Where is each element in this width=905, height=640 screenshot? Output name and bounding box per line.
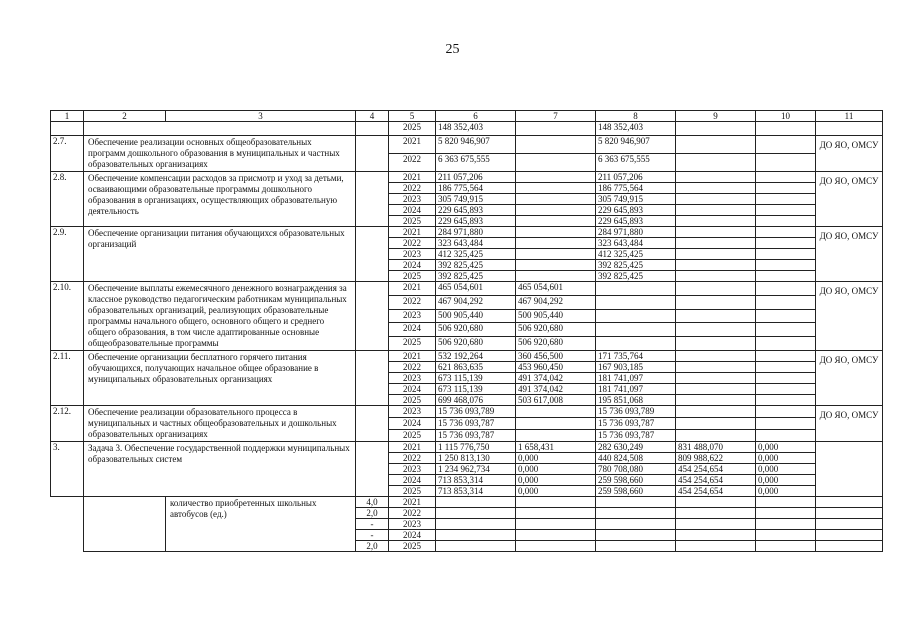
total-cell: 392 825,425 — [436, 260, 516, 271]
total-cell: 467 904,292 — [436, 295, 516, 309]
regional-cell: 305 749,915 — [596, 194, 676, 205]
federal-cell — [516, 136, 596, 154]
federal-cell — [516, 194, 596, 205]
other-cell — [756, 430, 816, 442]
indicator-col2 — [84, 497, 166, 552]
year-cell: 2025 — [389, 271, 436, 282]
year-cell: 2022 — [389, 508, 436, 519]
total-cell: 323 643,484 — [436, 238, 516, 249]
federal-cell — [516, 418, 596, 430]
regional-cell: 167 903,185 — [596, 362, 676, 373]
executor-cell — [816, 541, 883, 552]
regional-cell — [596, 337, 676, 351]
year-cell: 2024 — [389, 260, 436, 271]
total-cell: 713 853,314 — [436, 486, 516, 497]
other-cell — [756, 282, 816, 296]
local-cell — [676, 122, 756, 136]
section-name: Обеспечение выплаты ежемесячного денежного вознаграждения за классное руководство педагогическим работникам муниципальных образовательных организаций, реализующих образовательные программы начального общего, основного общего и среднего общего образования, в том числе адаптированные основные общеобразовательные программы — [84, 282, 356, 351]
total-cell: 699 468,076 — [436, 395, 516, 406]
section-name: Задача 3. Обеспечение государственной поддержки муниципальных образовательных систем — [84, 442, 356, 497]
local-cell — [676, 384, 756, 395]
federal-cell: 360 456,500 — [516, 351, 596, 362]
local-cell — [676, 351, 756, 362]
col4-cell — [356, 282, 389, 351]
year-cell: 2023 — [389, 519, 436, 530]
total-cell: 621 863,635 — [436, 362, 516, 373]
federal-cell — [516, 519, 596, 530]
other-cell — [756, 172, 816, 183]
table-row — [51, 227, 883, 238]
total-cell: 1 115 776,750 — [436, 442, 516, 453]
executor-cell: ДО ЯО, ОМСУ — [816, 136, 883, 172]
total-cell: 532 192,264 — [436, 351, 516, 362]
other-cell — [756, 122, 816, 136]
local-cell — [676, 271, 756, 282]
header-cell-1: 1 — [51, 111, 84, 122]
regional-cell: 195 851,068 — [596, 395, 676, 406]
federal-cell — [516, 183, 596, 194]
other-cell — [756, 205, 816, 216]
federal-cell — [516, 406, 596, 418]
regional-cell: 5 820 946,907 — [596, 136, 676, 154]
year-cell: 2025 — [389, 430, 436, 442]
regional-cell: 211 057,206 — [596, 172, 676, 183]
other-cell — [756, 238, 816, 249]
federal-cell: 503 617,008 — [516, 395, 596, 406]
regional-cell: 392 825,425 — [596, 271, 676, 282]
local-cell — [676, 418, 756, 430]
total-cell: 412 325,425 — [436, 249, 516, 260]
table-row — [51, 282, 883, 296]
total-cell: 1 234 962,734 — [436, 464, 516, 475]
federal-cell — [516, 541, 596, 552]
year-cell: 2025 — [389, 486, 436, 497]
header-cell-7: 7 — [516, 111, 596, 122]
other-cell — [756, 295, 816, 309]
other-cell: 0,000 — [756, 442, 816, 453]
year-cell: 2025 — [389, 337, 436, 351]
other-cell — [756, 351, 816, 362]
regional-cell: 186 775,564 — [596, 183, 676, 194]
executor-cell — [816, 530, 883, 541]
federal-cell — [516, 508, 596, 519]
other-cell — [756, 154, 816, 172]
year-cell: 2022 — [389, 183, 436, 194]
other-cell — [756, 497, 816, 508]
regional-cell — [596, 295, 676, 309]
year-cell: 2021 — [389, 136, 436, 154]
total-cell: 305 749,915 — [436, 194, 516, 205]
other-cell — [756, 323, 816, 337]
regional-cell: 181 741,097 — [596, 373, 676, 384]
total-cell: 284 971,880 — [436, 227, 516, 238]
other-cell: 0,000 — [756, 464, 816, 475]
other-cell — [756, 384, 816, 395]
total-cell: 186 775,564 — [436, 183, 516, 194]
regional-cell: 259 598,660 — [596, 486, 676, 497]
local-cell — [676, 323, 756, 337]
total-cell: 15 736 093,787 — [436, 430, 516, 442]
table-row — [51, 442, 883, 453]
year-cell: 2021 — [389, 442, 436, 453]
year-cell: 2021 — [389, 497, 436, 508]
local-cell — [676, 154, 756, 172]
header-cell-3: 3 — [166, 111, 356, 122]
year-cell: 2024 — [389, 530, 436, 541]
name-cell — [84, 122, 356, 136]
regional-cell: 323 643,484 — [596, 238, 676, 249]
regional-cell — [596, 519, 676, 530]
local-cell — [676, 497, 756, 508]
federal-cell: 506 920,680 — [516, 337, 596, 351]
regional-cell: 259 598,660 — [596, 475, 676, 486]
other-cell — [756, 260, 816, 271]
section-code: 2.12. — [51, 406, 84, 442]
total-cell: 6 363 675,555 — [436, 154, 516, 172]
header-cell-5: 5 — [389, 111, 436, 122]
other-cell — [756, 418, 816, 430]
federal-cell — [516, 154, 596, 172]
col4-cell — [356, 351, 389, 406]
regional-cell: 15 736 093,787 — [596, 418, 676, 430]
local-cell — [676, 282, 756, 296]
regional-cell: 284 971,880 — [596, 227, 676, 238]
year-cell: 2022 — [389, 362, 436, 373]
local-cell: 831 488,070 — [676, 442, 756, 453]
regional-cell: 440 824,508 — [596, 453, 676, 464]
federal-cell — [516, 122, 596, 136]
table-row — [51, 136, 883, 154]
other-cell: 0,000 — [756, 453, 816, 464]
federal-cell — [516, 260, 596, 271]
federal-cell: 453 960,450 — [516, 362, 596, 373]
regional-cell: 171 735,764 — [596, 351, 676, 362]
local-cell — [676, 406, 756, 418]
other-cell — [756, 541, 816, 552]
executor-cell — [816, 442, 883, 497]
total-cell — [436, 541, 516, 552]
other-cell: 0,000 — [756, 486, 816, 497]
other-cell — [756, 406, 816, 418]
section-code: 2.7. — [51, 136, 84, 172]
local-cell — [676, 238, 756, 249]
local-cell: 454 254,654 — [676, 464, 756, 475]
federal-cell — [516, 172, 596, 183]
federal-cell: 500 905,440 — [516, 309, 596, 323]
federal-cell — [516, 227, 596, 238]
total-cell — [436, 530, 516, 541]
regional-cell — [596, 541, 676, 552]
other-cell — [756, 249, 816, 260]
indicator-value: 4,0 — [356, 497, 389, 508]
year-cell: 2022 — [389, 295, 436, 309]
local-cell — [676, 362, 756, 373]
local-cell — [676, 395, 756, 406]
other-cell — [756, 337, 816, 351]
local-cell — [676, 172, 756, 183]
header-cell-10: 10 — [756, 111, 816, 122]
federal-cell — [516, 238, 596, 249]
federal-cell: 0,000 — [516, 464, 596, 475]
total-cell: 500 905,440 — [436, 309, 516, 323]
federal-cell — [516, 530, 596, 541]
table-row — [51, 122, 883, 136]
section-code: 2.8. — [51, 172, 84, 227]
year-cell: 2023 — [389, 249, 436, 260]
local-cell — [676, 508, 756, 519]
total-cell: 15 736 093,789 — [436, 406, 516, 418]
local-cell — [676, 530, 756, 541]
executor-cell: ДО ЯО, ОМСУ — [816, 351, 883, 406]
col4-cell — [356, 227, 389, 282]
regional-cell — [596, 497, 676, 508]
section-code: 2.9. — [51, 227, 84, 282]
federal-cell — [516, 430, 596, 442]
other-cell — [756, 194, 816, 205]
federal-cell — [516, 216, 596, 227]
year-cell: 2023 — [389, 406, 436, 418]
section-name: Обеспечение реализации образовательного процесса в муниципальных и частных общеобразовательных и дошкольных образовательных организациях — [84, 406, 356, 442]
total-cell: 673 115,139 — [436, 384, 516, 395]
federal-cell: 506 920,680 — [516, 323, 596, 337]
local-cell — [676, 227, 756, 238]
header-cell-11: 11 — [816, 111, 883, 122]
year-cell: 2021 — [389, 172, 436, 183]
section-code: 2.10. — [51, 282, 84, 351]
year-cell: 2023 — [389, 309, 436, 323]
indicator-name: количество приобретенных школьных автобусов (ед.) — [166, 497, 356, 552]
regional-cell — [596, 282, 676, 296]
federal-cell: 491 374,042 — [516, 373, 596, 384]
year-cell: 2023 — [389, 464, 436, 475]
total-cell: 673 115,139 — [436, 373, 516, 384]
year-cell: 2025 — [389, 541, 436, 552]
total-cell: 506 920,680 — [436, 323, 516, 337]
year-cell: 2025 — [389, 216, 436, 227]
year-cell: 2024 — [389, 384, 436, 395]
total-cell — [436, 519, 516, 530]
page-number: 25 — [445, 42, 460, 57]
other-cell — [756, 216, 816, 227]
year-cell: 2023 — [389, 373, 436, 384]
regional-cell — [596, 309, 676, 323]
federal-cell: 0,000 — [516, 475, 596, 486]
regional-cell: 229 645,893 — [596, 205, 676, 216]
year-cell: 2022 — [389, 154, 436, 172]
local-cell — [676, 136, 756, 154]
other-cell — [756, 227, 816, 238]
year-cell: 2024 — [389, 323, 436, 337]
total-cell: 148 352,403 — [436, 122, 516, 136]
local-cell — [676, 295, 756, 309]
federal-cell — [516, 271, 596, 282]
table-row — [51, 406, 883, 418]
regional-cell: 181 741,097 — [596, 384, 676, 395]
other-cell — [756, 508, 816, 519]
other-cell — [756, 373, 816, 384]
other-cell — [756, 362, 816, 373]
table-row — [51, 351, 883, 362]
col4-cell — [356, 136, 389, 172]
indicator-row — [51, 497, 883, 508]
federal-cell: 465 054,601 — [516, 282, 596, 296]
section-name: Обеспечение реализации основных общеобразовательных программ дошкольного образования в муниципальных и частных образовательных организациях — [84, 136, 356, 172]
year-cell: 2021 — [389, 282, 436, 296]
local-cell: 454 254,654 — [676, 475, 756, 486]
federal-cell: 467 904,292 — [516, 295, 596, 309]
other-cell — [756, 530, 816, 541]
executor-cell: ДО ЯО, ОМСУ — [816, 227, 883, 282]
col4-cell — [356, 442, 389, 497]
total-cell: 713 853,314 — [436, 475, 516, 486]
col4-cell — [356, 406, 389, 442]
local-cell — [676, 430, 756, 442]
year-cell: 2024 — [389, 475, 436, 486]
year-cell: 2021 — [389, 227, 436, 238]
local-cell — [676, 260, 756, 271]
federal-cell — [516, 497, 596, 508]
total-cell: 465 054,601 — [436, 282, 516, 296]
regional-cell: 148 352,403 — [596, 122, 676, 136]
table-row — [51, 172, 883, 183]
regional-cell: 15 736 093,787 — [596, 430, 676, 442]
header-cell-2: 2 — [84, 111, 166, 122]
indicator-value: 2,0 — [356, 508, 389, 519]
other-cell: 0,000 — [756, 475, 816, 486]
local-cell — [676, 373, 756, 384]
regional-cell: 412 325,425 — [596, 249, 676, 260]
local-cell: 454 254,654 — [676, 486, 756, 497]
code-cell — [51, 122, 84, 136]
other-cell — [756, 136, 816, 154]
local-cell: 809 988,622 — [676, 453, 756, 464]
total-cell: 229 645,893 — [436, 216, 516, 227]
col4-cell — [356, 172, 389, 227]
indicator-value: 2,0 — [356, 541, 389, 552]
budget-table — [50, 110, 883, 552]
total-cell: 229 645,893 — [436, 205, 516, 216]
regional-cell — [596, 323, 676, 337]
local-cell — [676, 309, 756, 323]
other-cell — [756, 183, 816, 194]
executor-cell: ДО ЯО, ОМСУ — [816, 172, 883, 227]
total-cell — [436, 497, 516, 508]
executor-cell: ДО ЯО, ОМСУ — [816, 282, 883, 351]
local-cell — [676, 541, 756, 552]
year-cell: 2025 — [389, 395, 436, 406]
indicator-value: - — [356, 530, 389, 541]
local-cell — [676, 216, 756, 227]
section-code: 3. — [51, 442, 84, 497]
regional-cell — [596, 530, 676, 541]
other-cell — [756, 271, 816, 282]
federal-cell: 491 374,042 — [516, 384, 596, 395]
section-name: Обеспечение организации бесплатного горячего питания обучающихся, получающих начальное общее образование в муниципальных образовательных организациях — [84, 351, 356, 406]
local-cell — [676, 337, 756, 351]
executor-cell: ДО ЯО, ОМСУ — [816, 406, 883, 442]
regional-cell: 229 645,893 — [596, 216, 676, 227]
year-cell: 2024 — [389, 418, 436, 430]
year-cell: 2025 — [389, 122, 436, 136]
local-cell — [676, 519, 756, 530]
total-cell: 211 057,206 — [436, 172, 516, 183]
year-cell: 2022 — [389, 238, 436, 249]
federal-cell — [516, 205, 596, 216]
federal-cell: 1 658,431 — [516, 442, 596, 453]
indicator-value: - — [356, 519, 389, 530]
section-name: Обеспечение компенсации расходов за присмотр и уход за детьми, осваивающими образовательные программы дошкольного образования в организациях, осуществляющих образовательную деятельность — [84, 172, 356, 227]
year-cell: 2023 — [389, 194, 436, 205]
year-cell: 2021 — [389, 351, 436, 362]
header-cell-9: 9 — [676, 111, 756, 122]
header-cell-6: 6 — [436, 111, 516, 122]
regional-cell: 392 825,425 — [596, 260, 676, 271]
col4-cell — [356, 122, 389, 136]
total-cell: 5 820 946,907 — [436, 136, 516, 154]
section-name: Обеспечение организации питания обучающихся образовательных организаций — [84, 227, 356, 282]
local-cell — [676, 183, 756, 194]
executor-cell — [816, 508, 883, 519]
regional-cell: 6 363 675,555 — [596, 154, 676, 172]
other-cell — [756, 395, 816, 406]
local-cell — [676, 205, 756, 216]
regional-cell — [596, 508, 676, 519]
year-cell: 2022 — [389, 453, 436, 464]
executor-cell — [816, 497, 883, 508]
total-cell: 506 920,680 — [436, 337, 516, 351]
federal-cell: 0,000 — [516, 486, 596, 497]
section-code: 2.11. — [51, 351, 84, 406]
other-cell — [756, 519, 816, 530]
total-cell — [436, 508, 516, 519]
regional-cell: 15 736 093,789 — [596, 406, 676, 418]
total-cell: 15 736 093,787 — [436, 418, 516, 430]
header-cell-8: 8 — [596, 111, 676, 122]
table-header-row — [51, 111, 883, 122]
executor-cell — [816, 519, 883, 530]
local-cell — [676, 194, 756, 205]
regional-cell: 780 708,080 — [596, 464, 676, 475]
federal-cell: 0,000 — [516, 453, 596, 464]
other-cell — [756, 309, 816, 323]
year-cell: 2024 — [389, 205, 436, 216]
executor-cell — [816, 122, 883, 136]
federal-cell — [516, 249, 596, 260]
total-cell: 1 250 813,130 — [436, 453, 516, 464]
total-cell: 392 825,425 — [436, 271, 516, 282]
regional-cell: 282 630,249 — [596, 442, 676, 453]
local-cell — [676, 249, 756, 260]
indicator-blank — [51, 497, 84, 552]
header-cell-4: 4 — [356, 111, 389, 122]
